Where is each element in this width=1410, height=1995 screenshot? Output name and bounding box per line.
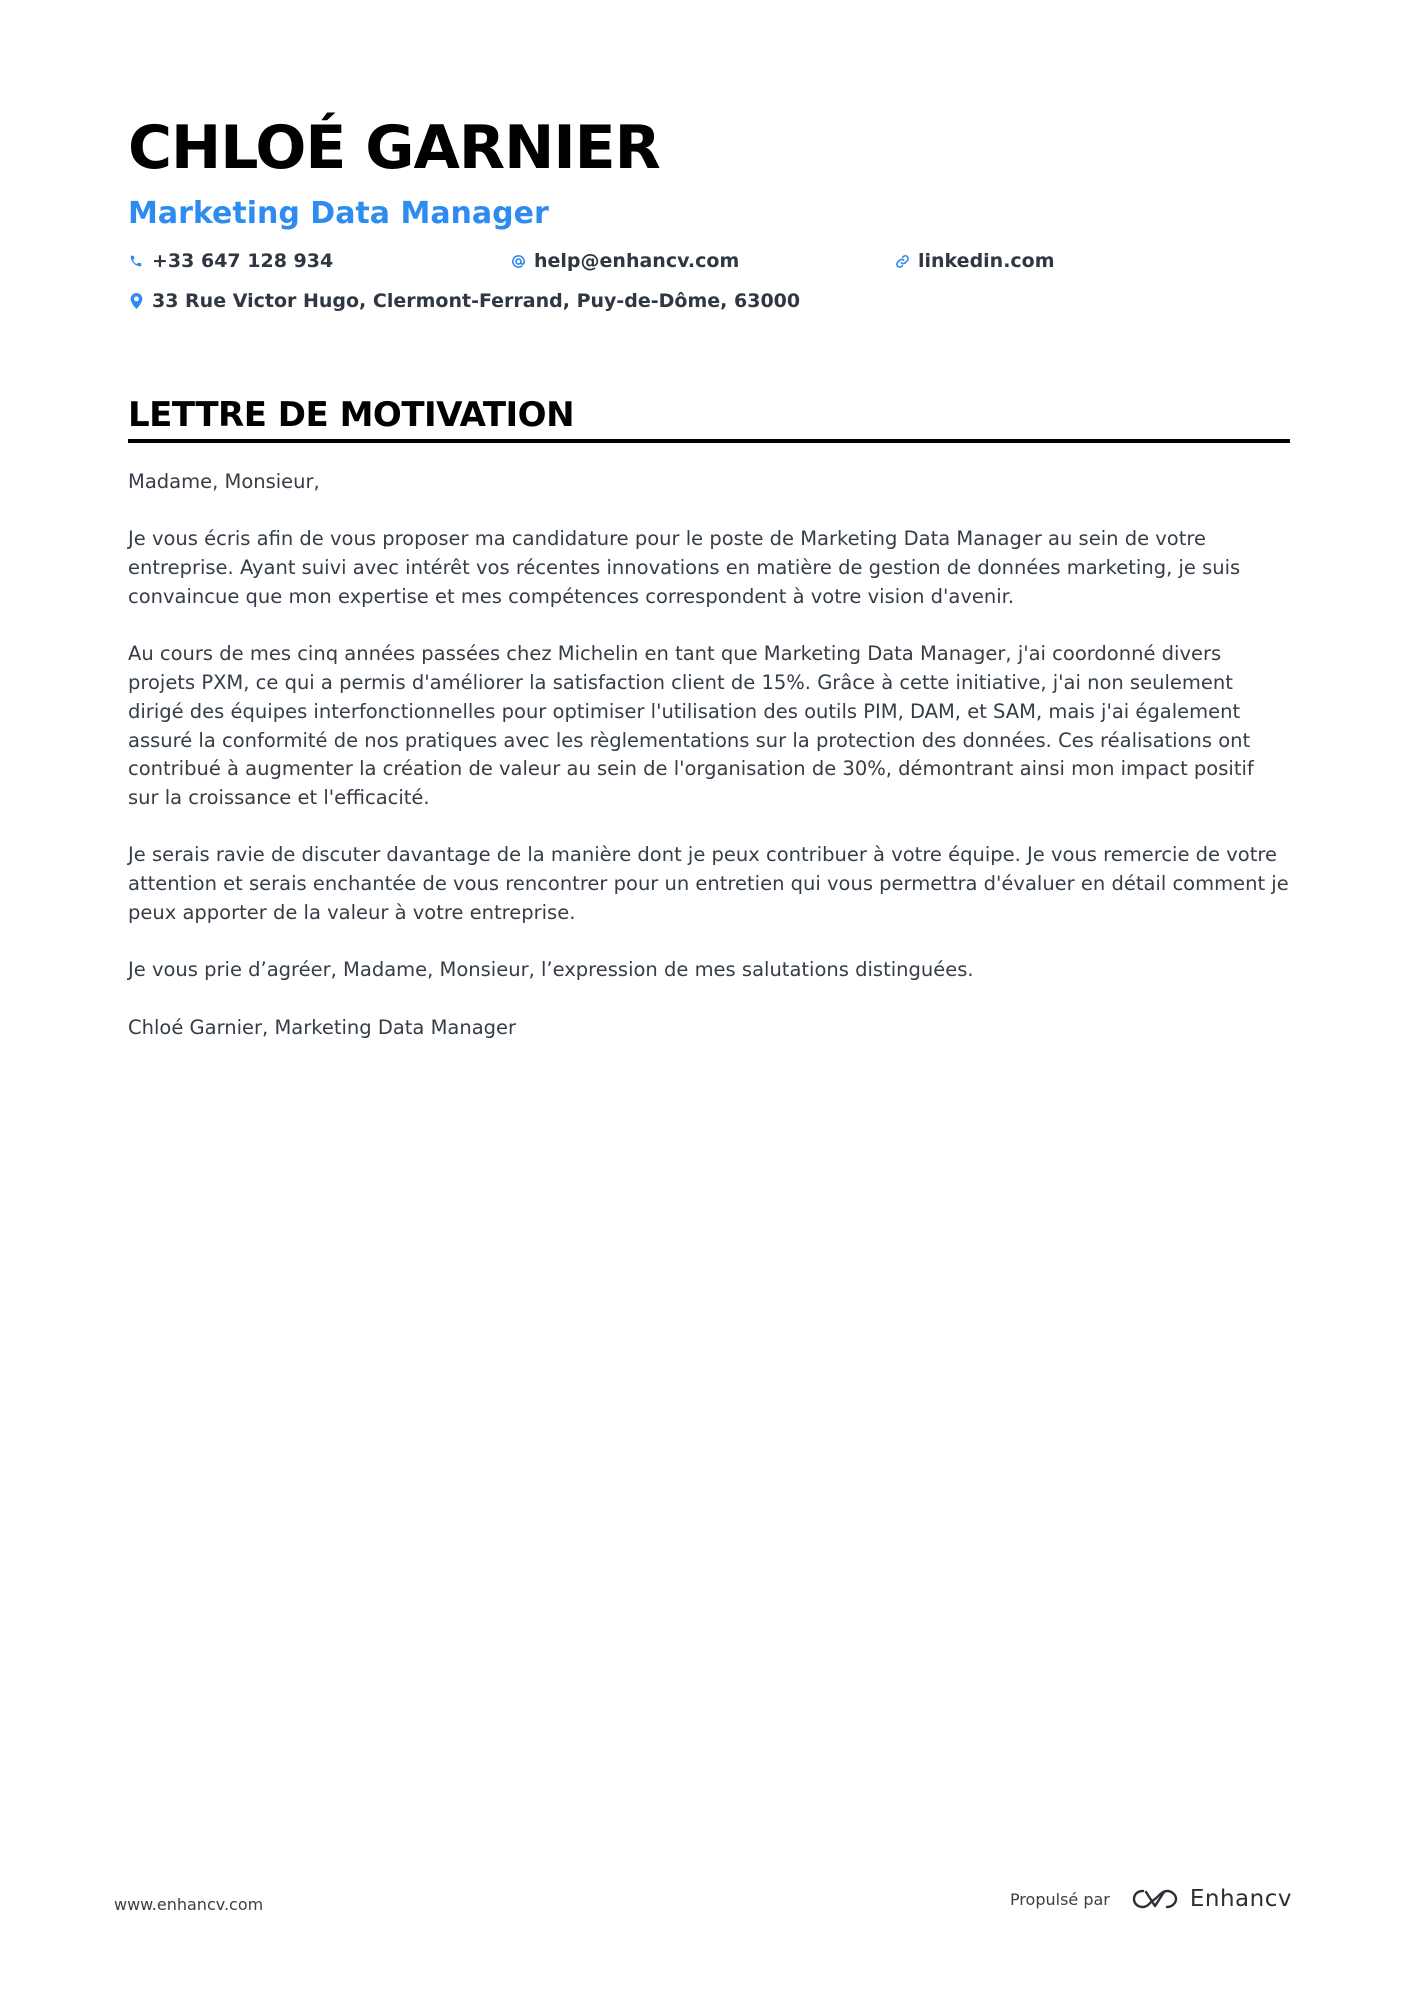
contact-email (510, 246, 739, 276)
letter-body (128, 468, 1290, 1071)
brand-name: Enhancv (1189, 1886, 1292, 1912)
letter-paragraph: Au cours de mes cinq années passées chez Michelin en tant que Marketing Data Manager, j'ai coordonné divers projets PXM, ce qui a permis d'améliorer la satisfaction client de 15%. Grâce à cette initiative, j'ai non seulement dirigé des équipes interfonctionnelles pour optimiser l'utilisation des outils PIM, DAM, et SAM, mais j'ai également assuré la conformité de nos pratiques avec les règlementations sur la protection des données. Ces réalisations ont contribué à augmenter la création de valeur au sein de l'organisation de 30%, démontrant ainsi mon impact positif sur la croissance et l'efficacité. (128, 642, 1254, 810)
at-icon (510, 253, 526, 269)
link-icon (894, 253, 910, 269)
location-pin-icon (128, 293, 144, 309)
letter-signature: Chloé Garnier, Marketing Data Manager (128, 1015, 517, 1039)
contact-row-secondary (128, 286, 1290, 326)
powered-by-label: Propulsé par (1009, 1889, 1110, 1909)
enhancv-logo-icon (1132, 1887, 1178, 1911)
letter-paragraph: Je vous écris afin de vous proposer ma candidature pour le poste de Marketing Data Manager au sein de votre entreprise. Ayant suivi avec intérêt vos récentes innovations en matière de gestion de données marketing, je suis convaincue que mon expertise et mes compétences correspondent à votre vision d'avenir. (128, 527, 1241, 608)
linkedin-link[interactable]: linkedin.com (918, 250, 1055, 272)
phone-number: +33 647 128 934 (152, 250, 334, 272)
contact-phone (128, 246, 333, 276)
candidate-name: CHLOÉ GARNIER (128, 113, 660, 183)
section-divider (128, 439, 1290, 443)
footer-website[interactable]: www.enhancv.com (114, 1895, 264, 1914)
email-address[interactable]: help@enhancv.com (534, 250, 740, 272)
section-title: LETTRE DE MOTIVATION (128, 395, 575, 435)
contact-linkedin (894, 246, 1055, 276)
resume-header (128, 108, 1290, 326)
contact-address (128, 286, 800, 316)
letter-greeting: Madame, Monsieur, (128, 470, 320, 493)
phone-icon (128, 253, 144, 269)
job-title: Marketing Data Manager (128, 196, 549, 231)
footer-branding (1010, 1886, 1292, 1912)
contact-row-primary (128, 246, 1290, 286)
postal-address: 33 Rue Victor Hugo, Clermont-Ferrand, Puy-de-Dôme, 63000 (152, 290, 801, 312)
letter-closing: Je vous prie d’agréer, Madame, Monsieur, l’expression de mes salutations distinguées. (128, 958, 974, 982)
letter-paragraph: Je serais ravie de discuter davantage de la manière dont je peux contribuer à votre équipe. Je vous remercie de votre attention et serais enchantée de vous rencontrer pour un entretien qui vous permettra d'évaluer en détail comment je peux apporter de la valeur à votre entreprise. (128, 843, 1289, 925)
